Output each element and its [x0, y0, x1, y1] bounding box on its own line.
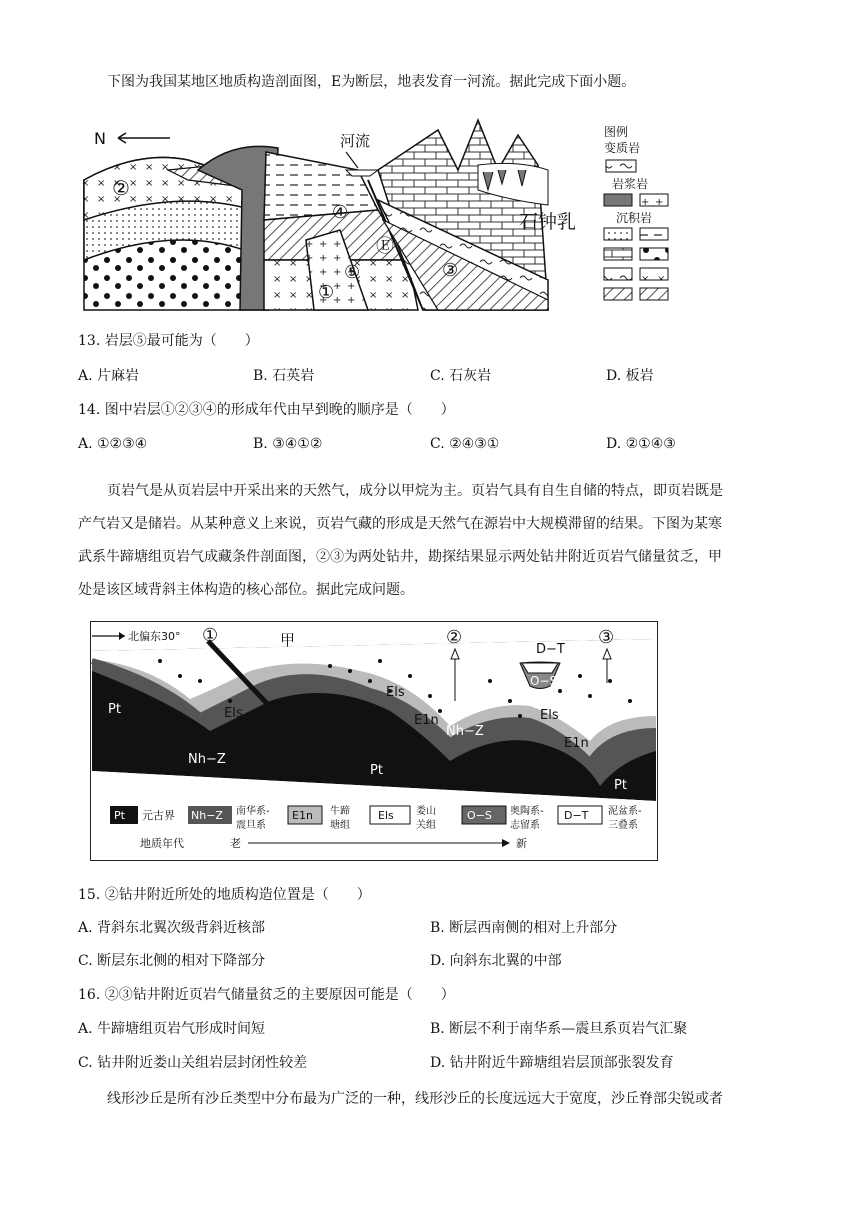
- intro-text-2-line-1: 页岩气是从页岩层中开采出来的天然气，成分以甲烷为主。页岩气具有自生自储的特点，即页岩既是: [107, 483, 723, 499]
- intro-text-2-line-4: 处是该区域背斜主体构造的核心部位。据此完成问题。: [78, 582, 414, 598]
- svg-text:地质年代: 地质年代: [140, 837, 184, 850]
- svg-text:南华系-: 南华系-: [236, 806, 270, 817]
- svg-text:三叠系: 三叠系: [608, 820, 638, 831]
- direction-label: 北偏东30°: [128, 630, 181, 643]
- els-label-2: Els: [386, 685, 405, 700]
- q16-option-d[interactable]: D. 钻井附近牛蹄塘组岩层顶部张裂发育: [430, 1055, 674, 1071]
- svg-text:图例: 图例: [604, 125, 629, 139]
- pt-label-1: Pt: [108, 702, 121, 717]
- well-2-label: ②: [446, 627, 463, 648]
- label-2: ②: [112, 176, 130, 200]
- q13-option-d[interactable]: D. 板岩: [606, 368, 654, 384]
- svg-text:Nh−Z: Nh−Z: [191, 809, 223, 822]
- question-13-stem: 13. 岩层⑤最可能为（ ）: [78, 333, 259, 349]
- q14-option-d[interactable]: D. ②①④③: [606, 436, 676, 452]
- svg-text:泥盆系-: 泥盆系-: [608, 806, 642, 817]
- figure1-legend: [604, 124, 668, 300]
- q14-option-c[interactable]: C. ②④③①: [430, 436, 500, 452]
- intro-text-2-line-2: 产气岩又是储岩。从某种意义上来说，页岩气藏的形成是天然气在源岩中大规模滞留的结果。下图为某寒: [78, 516, 722, 532]
- label-3: ③: [442, 260, 459, 281]
- svg-text:Els: Els: [378, 809, 394, 822]
- els-label-1: Els: [224, 706, 243, 721]
- svg-text:奥陶系-: 奥陶系-: [510, 806, 544, 817]
- svg-text:老: 老: [230, 837, 241, 850]
- label-5: ⑤: [344, 262, 361, 283]
- els-label-3: Els: [540, 708, 559, 723]
- river-label: 河流: [340, 132, 371, 150]
- q16-option-b[interactable]: B. 断层不利于南华系—震旦系页岩气汇聚: [430, 1021, 688, 1037]
- svg-text:关组: 关组: [416, 820, 436, 831]
- q15-option-c[interactable]: C. 断层东北侧的相对下降部分: [78, 953, 266, 969]
- eln-label-3: E1n: [564, 736, 589, 751]
- svg-text:元古界: 元古界: [142, 809, 175, 822]
- q14-option-b[interactable]: B. ③④①②: [253, 436, 323, 452]
- svg-text:O−S: O−S: [467, 809, 492, 822]
- shale-gas-section-figure: [90, 621, 658, 861]
- label-1: ①: [318, 282, 335, 303]
- svg-text:岩浆岩: 岩浆岩: [612, 177, 649, 191]
- pt-label-2: Pt: [370, 763, 383, 778]
- q16-option-a[interactable]: A. 牛蹄塘组页岩气形成时间短: [78, 1021, 266, 1037]
- eln-label-2: E1n: [414, 713, 439, 728]
- os-label: O−S: [530, 674, 558, 688]
- svg-text:震旦系: 震旦系: [236, 820, 266, 831]
- q13-option-a[interactable]: A. 片麻岩: [78, 368, 140, 384]
- pt-label-3: Pt: [614, 778, 627, 793]
- stalactite-label: 石钟乳: [519, 211, 577, 233]
- jia-label: 甲: [280, 631, 296, 649]
- svg-text:Pt: Pt: [114, 809, 125, 822]
- svg-text:D−T: D−T: [564, 809, 589, 822]
- q15-option-a[interactable]: A. 背斜东北翼次级背斜近核部: [78, 920, 266, 936]
- question-15-stem: 15. ②钻井附近所处的地质构造位置是（ ）: [78, 887, 371, 903]
- q13-option-c[interactable]: C. 石灰岩: [430, 368, 492, 384]
- label-fault-e: Ⓔ: [376, 236, 394, 257]
- svg-text:新: 新: [516, 837, 527, 850]
- question-16-stem: 16. ②③钻井附近页岩气储量贫乏的主要原因可能是（ ）: [78, 987, 455, 1003]
- question-14-stem: 14. 图中岩层①②③④的形成年代由早到晚的顺序是（ ）: [78, 402, 455, 418]
- well-3-label: ③: [598, 627, 615, 648]
- north-label: N: [94, 129, 106, 148]
- svg-text:E1n: E1n: [292, 809, 313, 822]
- intro-text-1: 下图为我国某地区地质构造剖面图，E为断层，地表发育一河流。据此完成下面小题。: [107, 74, 636, 90]
- svg-text:牛蹄: 牛蹄: [330, 806, 350, 817]
- eln-label-1: E1n: [250, 742, 275, 757]
- q15-option-d[interactable]: D. 向斜东北翼的中部: [430, 953, 562, 969]
- intro-text-3: 线形沙丘是所有沙丘类型中分布最为广泛的一种，线形沙丘的长度远远大于宽度，沙丘脊部尖锐或者: [107, 1091, 723, 1107]
- svg-text:变质岩: 变质岩: [604, 141, 641, 155]
- nhz-label-1: Nh−Z: [188, 752, 226, 767]
- svg-text:娄山: 娄山: [416, 806, 436, 817]
- svg-text:塘组: 塘组: [330, 820, 350, 831]
- q16-option-c[interactable]: C. 钻井附近娄山关组岩层封闭性较差: [78, 1055, 308, 1071]
- q15-option-b[interactable]: B. 断层西南侧的相对上升部分: [430, 920, 618, 936]
- dt-label: D−T: [536, 642, 565, 657]
- q13-option-b[interactable]: B. 石英岩: [253, 368, 315, 384]
- q14-option-a[interactable]: A. ①②③④: [78, 436, 148, 452]
- label-4: ④: [332, 202, 349, 223]
- well-1-label: ①: [202, 625, 219, 646]
- svg-text:志留系: 志留系: [510, 820, 540, 831]
- geologic-section-figure: [78, 110, 678, 320]
- nhz-label-2: Nh−Z: [446, 724, 484, 739]
- intro-text-2-line-3: 武系牛蹄塘组页岩气成藏条件剖面图，②③为两处钻井，勘探结果显示两处钻井附近页岩气储量贫乏，甲: [78, 549, 722, 565]
- svg-text:沉积岩: 沉积岩: [616, 211, 653, 225]
